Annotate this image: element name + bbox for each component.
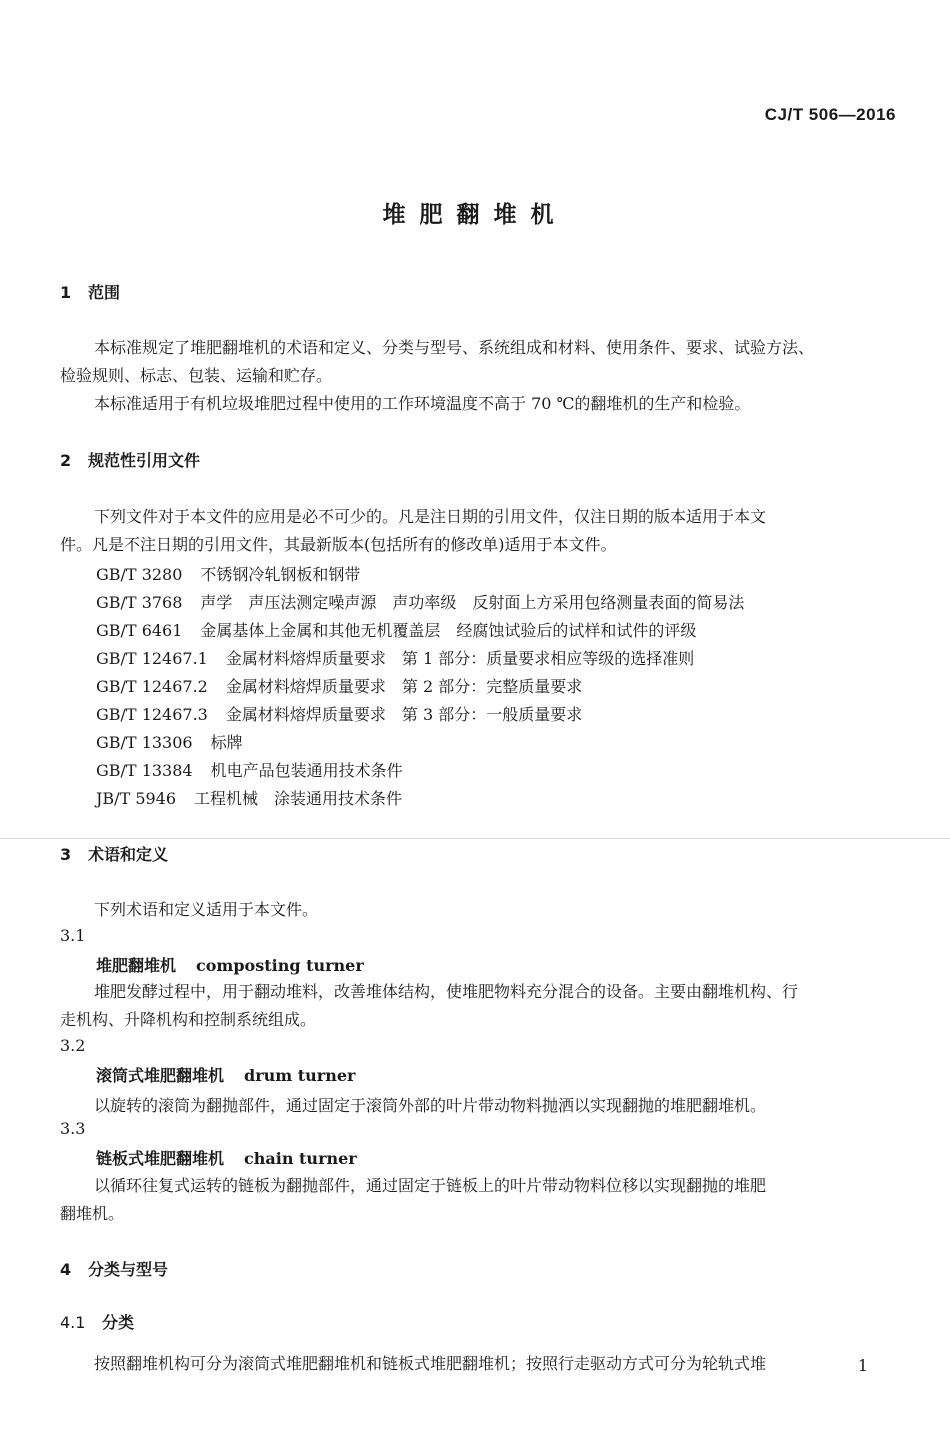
reference-title: 不锈钢冷轧钢板和钢带 (200, 565, 361, 584)
reference-code: GB/T 12467.2 (96, 677, 208, 696)
reference-item (96, 786, 420, 809)
section-4-paragraph (60, 1350, 894, 1378)
reference-title: 标牌 (210, 733, 243, 752)
paragraph-line: 下列文件对于本文件的应用是必不可少的。凡是注日期的引用文件，仅注日期的版本适用于本文 (94, 507, 767, 526)
paragraph-line: 下列术语和定义适用于本文件。 (94, 900, 319, 919)
reference-title: 金属基体上金属和其他无机覆盖层 经腐蚀试验后的试样和试件的评级 (200, 621, 697, 640)
standard-code: CJ/T 506—2016 (764, 105, 896, 124)
reference-item (96, 618, 714, 641)
reference-code: JB/T 5946 (96, 789, 177, 808)
term-entry (96, 1063, 355, 1086)
paragraph-line: 以旋转的滚筒为翻抛部件，通过固定于滚筒外部的叶片带动物料抛洒以实现翻抛的堆肥翻堆机。 (94, 1096, 767, 1115)
paragraph-line: 本标准规定了堆肥翻堆机的术语和定义、分类与型号、系统组成和材料、使用条件、要求、试验方法、 (94, 338, 815, 357)
reference-code: GB/T 13384 (96, 761, 193, 780)
reference-title: 机电产品包装通用技术条件 (210, 761, 403, 780)
term-definition (60, 1092, 894, 1120)
term-zh: 堆肥翻堆机 (96, 956, 177, 975)
paragraph-line: 以循环往复式运转的链板为翻抛部件，通过固定于链板上的叶片带动物料位移以实现翻抛的堆肥 (94, 1176, 767, 1195)
paragraph-line: 堆肥发酵过程中，用于翻动堆料，改善堆体结构，使堆肥物料充分混合的设备。主要由翻堆机构、行 (94, 982, 799, 1001)
term-definition (60, 1172, 894, 1228)
subsection-4-1-heading (60, 1310, 134, 1333)
document-title: 堆肥翻堆机 (382, 202, 568, 228)
section-2-intro (60, 503, 894, 559)
reference-item (96, 646, 712, 669)
paragraph-line: 走机构、升降机构和控制系统组成。 (60, 1010, 317, 1029)
section-1-heading (60, 280, 120, 303)
subsection-title: 分类 (102, 1313, 135, 1332)
reference-item (96, 730, 261, 753)
section-2-heading (60, 448, 200, 471)
term-en: drum turner (244, 1066, 356, 1085)
reference-item (96, 562, 378, 585)
section-title: 分类与型号 (88, 1260, 169, 1279)
section-3-intro (60, 896, 894, 924)
term-entry (96, 1146, 357, 1169)
reference-code: GB/T 6461 (96, 621, 183, 640)
clause-number: 3.1 (60, 926, 86, 945)
section-number: 1 (60, 283, 72, 302)
reference-item (96, 674, 600, 697)
paragraph-line: 检验规则、标志、包装、运输和贮存。 (60, 366, 333, 385)
reference-code: GB/T 3768 (96, 593, 183, 612)
reference-title: 金属材料熔焊质量要求 第 1 部分：质量要求相应等级的选择准则 (225, 649, 695, 668)
section-1-paragraph-1 (60, 334, 894, 390)
section-title: 术语和定义 (88, 845, 169, 864)
section-4-heading (60, 1257, 168, 1280)
paragraph-line: 本标准适用于有机垃圾堆肥过程中使用的工作环境温度不高于 70 ℃的翻堆机的生产和检验。 (94, 394, 751, 413)
subsection-number: 4.1 (60, 1313, 86, 1332)
scan-divider-line (0, 838, 950, 839)
clause-number: 3.3 (60, 1119, 86, 1138)
section-number: 2 (60, 451, 72, 470)
paragraph-line: 翻堆机。 (60, 1204, 125, 1223)
section-3-heading (60, 842, 168, 865)
reference-title: 金属材料熔焊质量要求 第 3 部分：一般质量要求 (225, 705, 583, 724)
section-title: 范围 (88, 283, 121, 302)
section-title: 规范性引用文件 (88, 451, 201, 470)
reference-item (96, 590, 762, 613)
reference-title: 声学 声压法测定噪声源 声功率级 反射面上方采用包络测量表面的简易法 (200, 593, 745, 612)
reference-code: GB/T 12467.1 (96, 649, 208, 668)
term-entry (96, 953, 364, 976)
reference-code: GB/T 12467.3 (96, 705, 208, 724)
reference-item (96, 758, 421, 781)
reference-title: 工程机械 涂装通用技术条件 (194, 789, 403, 808)
reference-item (96, 702, 600, 725)
page-number: 1 (857, 1356, 868, 1375)
term-en: chain turner (244, 1149, 357, 1168)
paragraph-line: 按照翻堆机构可分为滚筒式堆肥翻堆机和链板式堆肥翻堆机；按照行走驱动方式可分为轮轨式堆 (94, 1354, 767, 1373)
section-number: 4 (60, 1260, 72, 1279)
section-number: 3 (60, 845, 72, 864)
term-zh: 链板式堆肥翻堆机 (96, 1149, 225, 1168)
clause-number: 3.2 (60, 1036, 86, 1055)
term-definition (60, 978, 894, 1034)
reference-title: 金属材料熔焊质量要求 第 2 部分：完整质量要求 (225, 677, 583, 696)
term-en: composting turner (196, 956, 364, 975)
paragraph-line: 件。凡是不注日期的引用文件，其最新版本(包括所有的修改单)适用于本文件。 (60, 535, 617, 554)
section-1-paragraph-2 (60, 390, 894, 418)
reference-code: GB/T 13306 (96, 733, 193, 752)
reference-code: GB/T 3280 (96, 565, 183, 584)
term-zh: 滚筒式堆肥翻堆机 (96, 1066, 225, 1085)
